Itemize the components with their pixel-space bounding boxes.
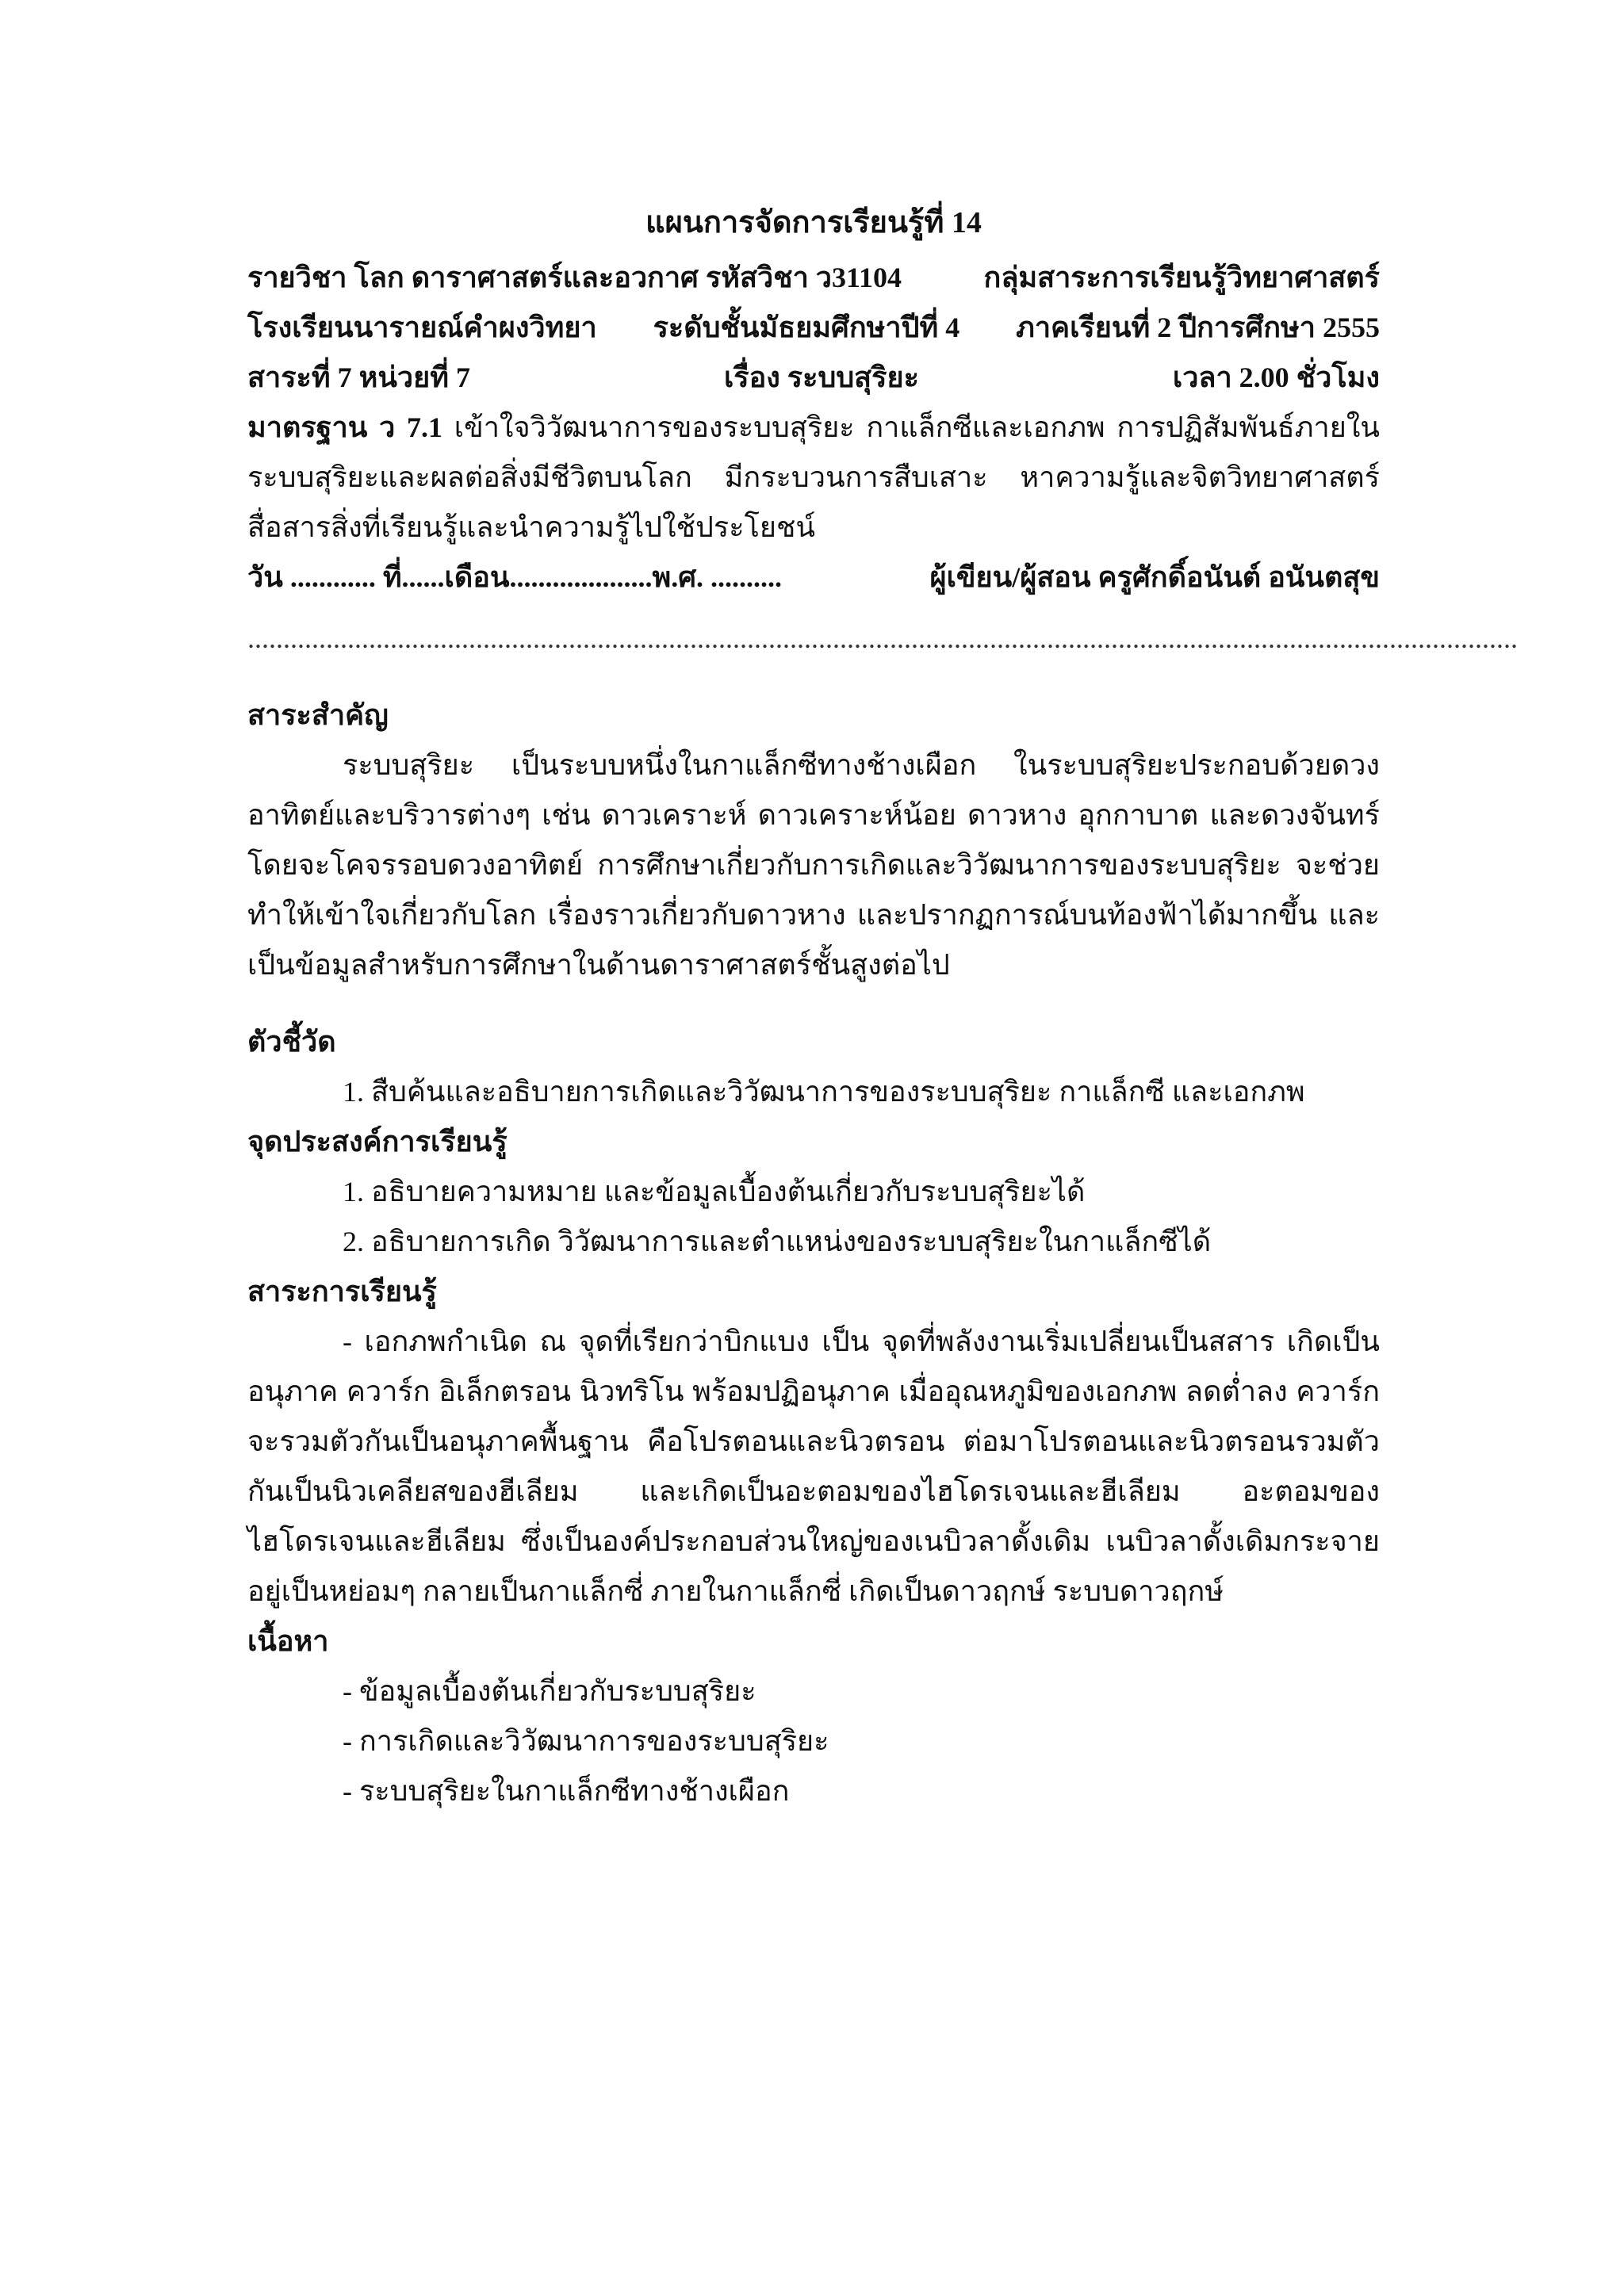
grade-level: ระดับชั้นมัธยมศึกษาปีที่ 4 [653, 311, 960, 343]
page-title: แผนการจัดการเรียนรู้ที่ 14 [645, 206, 982, 239]
objectives-heading: จุดประสงค์การเรียนรู้ [247, 1125, 508, 1158]
date-author-row [247, 553, 1380, 603]
topics-heading: เนื้อหา [247, 1624, 329, 1657]
semester-year: ภาคเรียนที่ 2 ปีการศึกษา 2555 [1016, 311, 1380, 343]
topic-item: - ระบบสุริยะในกาแล็กซีทางช้างเผือก [343, 1774, 790, 1807]
indicators-heading: ตัวชี้วัด [247, 1025, 336, 1058]
subject-group: กลุ่มสาระการเรียนรู้วิทยาศาสตร์ [983, 261, 1380, 293]
indicator-item: 1. สืบค้นและอธิบายการเกิดและวิวัฒนาการของระบบสุริยะ กาแล็กซี และเอกภพ [343, 1075, 1305, 1108]
strand-unit: สาระที่ 7 หน่วยที่ 7 [247, 361, 470, 393]
subject-info: รายวิชา โลก ดาราศาสตร์และอวกาศ รหัสวิชา ว31104 [247, 261, 902, 293]
content-heading: สาระการเรียนรู้ [247, 1275, 437, 1307]
content-text: - เอกภพกำเนิด ณ จุดที่เรียกว่าบิกแบง เป็น จุดที่พลังงานเริ่มเปลี่ยนเป็นสสาร เกิดเป็นอนุภาค ควาร์ก อิเล็กตรอน นิวทริโน พร้อมปฏิอนุภาค เมื่ออุณหภูมิของเอกภพ ลดต่ำลง ควาร์กจะรวมตัวกันเป็นอนุภาคพื้นฐาน คือโปรตอนและนิวตรอน ต่อมาโปรตอนและนิวตรอนรวมตัวกันเป็นนิวเคลียสของฮีเลียม และเกิดเป็นอะตอมของไฮโดรเจนและฮีเลียม อะตอมของไฮโดรเจนและฮีเลียม ซึ่งเป็นองค์ประกอบส่วนใหญ่ของเนบิวลาดั้งเดิม เนบิวลาดั้งเดิมกระจายอยู่เป็นหย่อมๆ กลายเป็นกาแล็กซี่ ภายในกาแล็กซี่ เกิดเป็นดาวฤกษ์ ระบบดาวฤกษ์ [247, 1325, 1380, 1607]
topic-name: เรื่อง ระบบสุริยะ [723, 361, 919, 393]
date-line: วัน ............ ที่......เดือน....................พ.ศ. .......... [247, 561, 783, 593]
author-line: ผู้เขียน/ผู้สอน ครูศักดิ์อนันต์ อนันตสุข [929, 561, 1380, 593]
standard-text: เข้าใจวิวัฒนาการของระบบสุริยะ กาแล็กซีและเอกภพ การปฏิสัมพันธ์ภายในระบบสุริยะและผลต่อสิ่งมีชีวิตบนโลก มีกระบวนการสืบเสาะ หาความรู้และจิตวิทยาศาสตร์ สื่อสารสิ่งที่เรียนรู้และนำความรู้ไปใช้ประโยชน์ [247, 411, 1381, 543]
objective-item: 2. อธิบายการเกิด วิวัฒนาการและตำแหน่งของระบบสุริยะในกาแล็กซีได้ [343, 1225, 1212, 1257]
key-points-heading: สาระสำคัญ [247, 698, 389, 731]
header-row-school [247, 303, 1380, 353]
school-name: โรงเรียนนารายณ์คำผงวิทยา [247, 311, 597, 343]
header-row-subject [247, 253, 1380, 303]
objective-item: 1. อธิบายความหมาย และข้อมูลเบื้องต้นเกี่ยวกับระบบสุริยะได้ [343, 1175, 1086, 1207]
topic-item: - การเกิดและวิวัฒนาการของระบบสุริยะ [343, 1724, 829, 1757]
standard-paragraph [247, 403, 1380, 553]
document-body [247, 197, 1518, 1816]
header-row-unit [247, 353, 1380, 403]
key-points-text: ระบบสุริยะ เป็นระบบหนึ่งในกาแล็กซีทางช้างเผือก ในระบบสุริยะประกอบด้วยดวงอาทิตย์และบริวารต่างๆ เช่น ดาวเคราะห์ ดาวเคราะห์น้อย ดาวหาง อุกกาบาต และดวงจันทร์ โดยจะโคจรรอบดวงอาทิตย์ การศึกษาเกี่ยวกับการเกิดและวิวัฒนาการของระบบสุริยะ จะช่วยทำให้เข้าใจเกี่ยวกับโลก เรื่องราวเกี่ยวกับดาวหาง และปรากฏการณ์บนท้องฟ้าได้มากขึ้น และเป็นข้อมูลสำหรับการศึกษาในด้านดาราศาสตร์ชั้นสูงต่อไป [247, 748, 1380, 981]
duration: เวลา 2.00 ชั่วโมง [1172, 361, 1380, 393]
dotted-separator: .................................................................................................................................................................................. [247, 622, 1518, 654]
standard-label: มาตรฐาน ว 7.1 [247, 411, 443, 443]
topic-item: - ข้อมูลเบื้องต้นเกี่ยวกับระบบสุริยะ [343, 1674, 756, 1707]
